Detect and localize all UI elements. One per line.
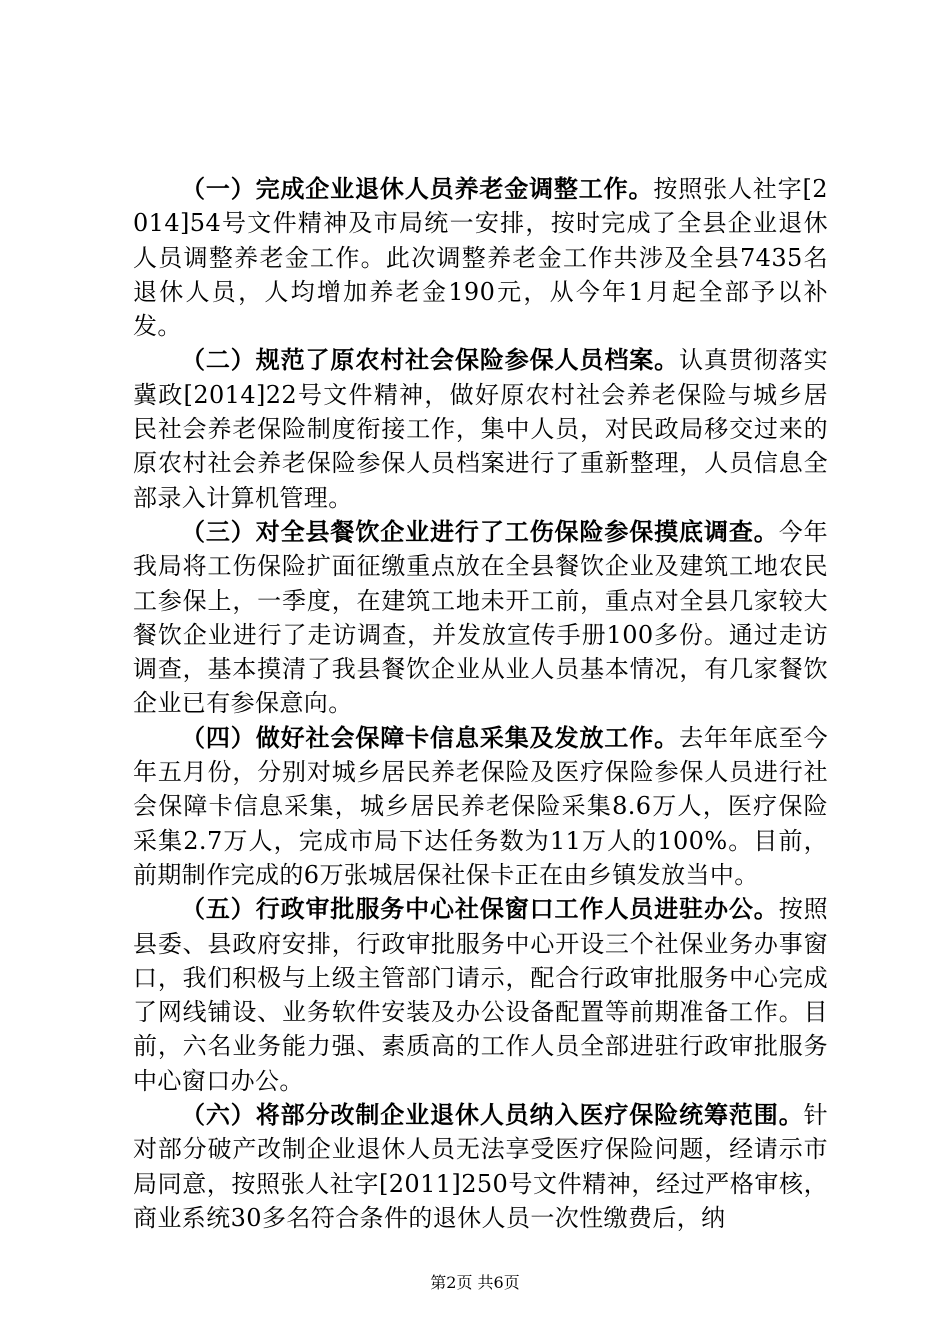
section-text: 去年年底至今年五月份，分别对城乡居民养老保险及医疗保险参保人员进行社会保障卡信息采集，城乡居民养老保险采集8.6万人，医疗保险采集2.7万人，完成市局下达任务数为11万人的100%。目前，前期制作完成的6万张城居保社保卡正在由乡镇发放当中。 (133, 723, 828, 889)
document-body (133, 172, 828, 1235)
section-paragraph-1 (133, 172, 828, 343)
page-number-label: 第2页 共6页 (430, 1273, 520, 1292)
section-paragraph-6 (133, 1098, 828, 1235)
section-paragraph-3 (133, 515, 828, 721)
section-heading: （三）对全县餐饮企业进行了工伤保险参保摸底调查。 (181, 517, 779, 546)
section-text: 按照张人社字[2014]54号文件精神及市局统一安排，按时完成了全县企业退休人员调整养老金工作。此次调整养老金工作共涉及全县7435名退休人员，人均增加养老金190元，从今年1月起全部予以补发。 (133, 175, 828, 341)
page-footer (0, 1270, 950, 1293)
section-text: 今年我局将工伤保险扩面征缴重点放在全县餐饮企业及建筑工地农民工参保上，一季度，在建筑工地未开工前，重点对全县几家较大餐饮企业进行了走访调查，并发放宣传手册100多份。通过走访调查，基本摸清了我县餐饮企业从业人员基本情况，有几家餐饮企业已有参保意向。 (133, 517, 828, 718)
section-paragraph-4 (133, 721, 828, 892)
section-text: 按照县委、县政府安排，行政审批服务中心开设三个社保业务办事窗口，我们积极与上级主管部门请示，配合行政审批服务中心完成了网线铺设、业务软件安装及办公设备配置等前期准备工作。目前，六名业务能力强、素质高的工作人员全部进驻行政审批服务中心窗口办公。 (133, 895, 828, 1095)
section-paragraph-2 (133, 343, 828, 514)
section-paragraph-5 (133, 892, 828, 1098)
section-text: 针对部分破产改制企业退休人员无法享受医疗保险问题，经请示市局同意，按照张人社字[2011]250号文件精神，经过严格审核，商业系统30多名符合条件的退休人员一次性缴费后，纳 (133, 1101, 828, 1232)
section-heading: （一）完成企业退休人员养老金调整工作。 (181, 175, 654, 203)
section-heading: （六）将部分改制企业退休人员纳入医疗保险统筹范围。 (181, 1101, 804, 1130)
section-heading: （四）做好社会保障卡信息采集及发放工作。 (181, 723, 680, 752)
section-heading: （二）规范了原农村社会保险参保人员档案。 (181, 346, 680, 375)
section-text: 认真贯彻落实冀政[2014]22号文件精神，做好原农村社会养老保险与城乡居民社会养老保险制度衔接工作，集中人员，对民政局移交过来的原农村社会养老保险参保人员档案进行了重新整理，人员信息全部录入计算机管理。 (133, 346, 828, 512)
section-heading: （五）行政审批服务中心社保窗口工作人员进驻办公。 (181, 895, 779, 924)
